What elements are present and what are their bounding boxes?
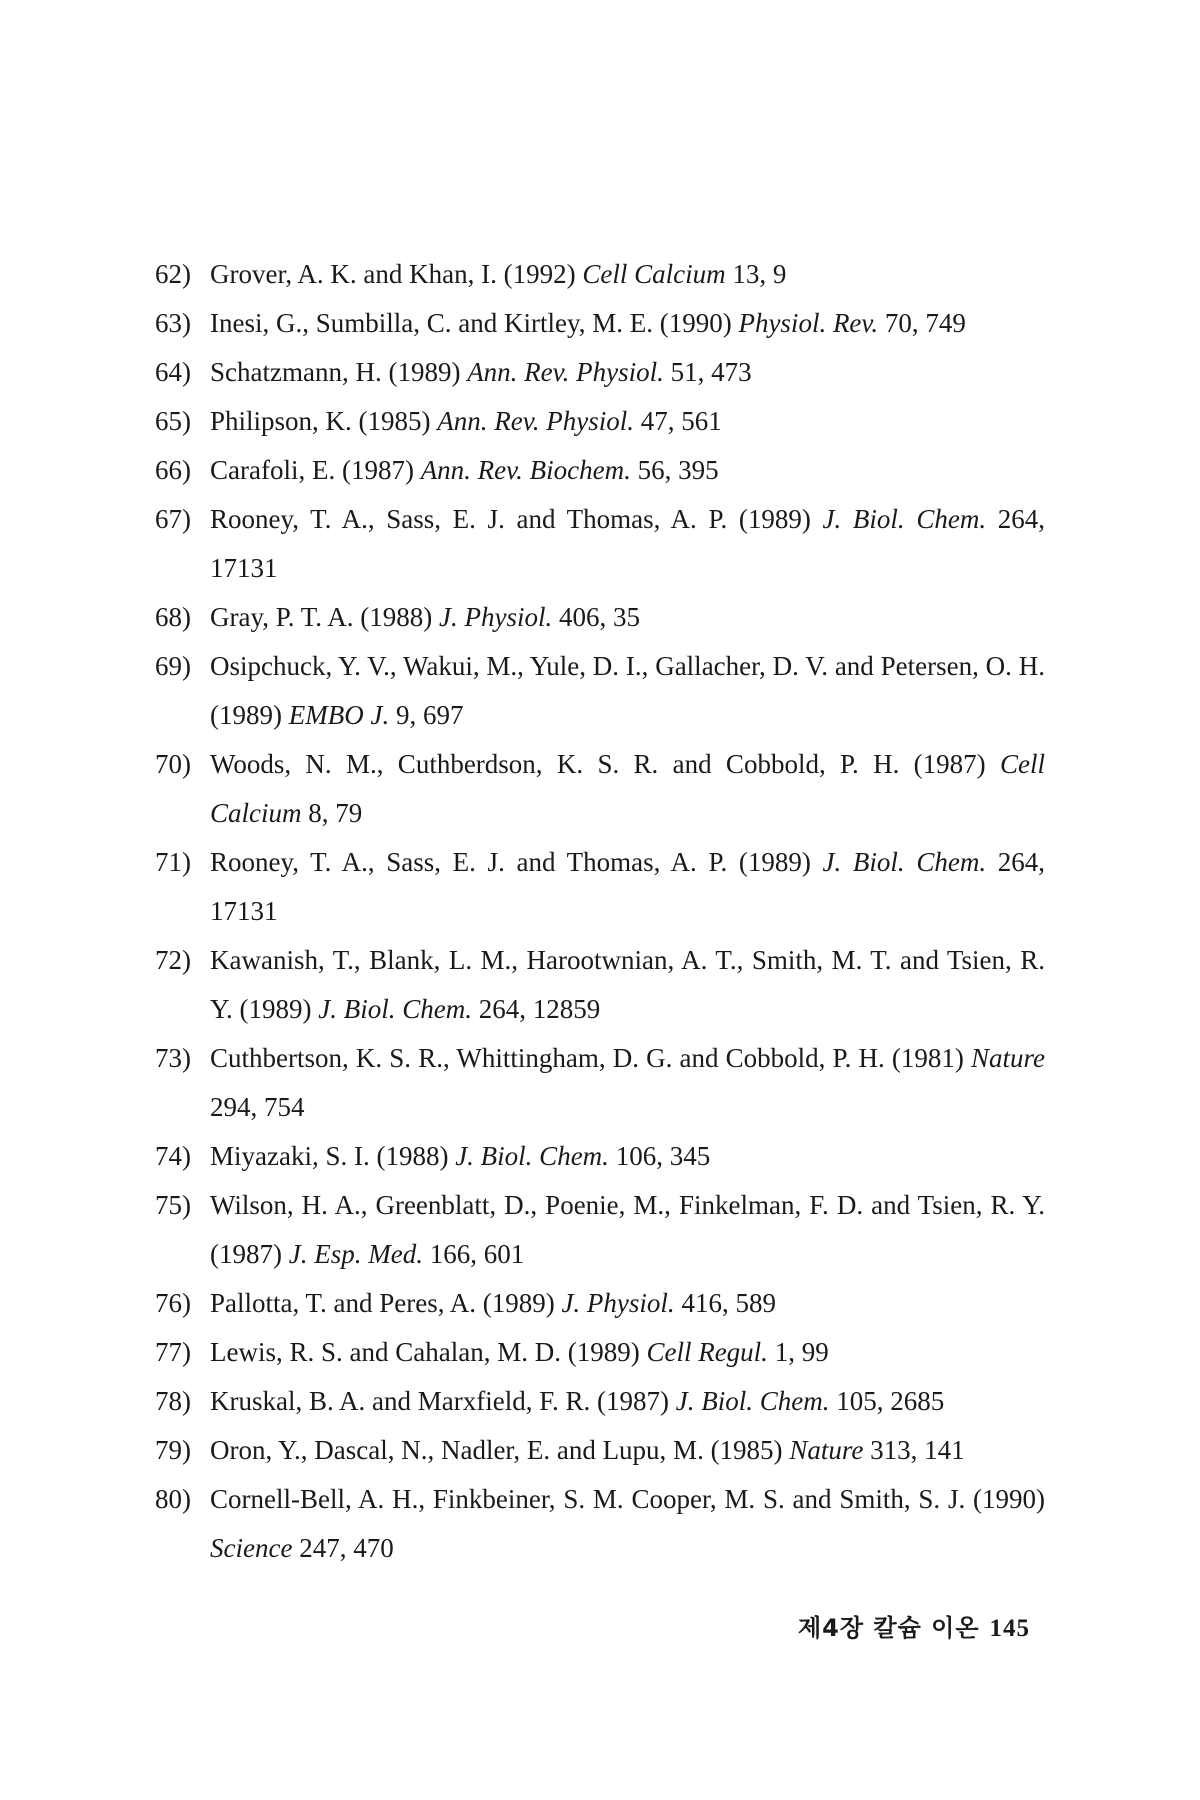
- reference-item: [155, 1426, 1045, 1475]
- reference-item: [155, 740, 1045, 838]
- reference-item: [155, 348, 1045, 397]
- reference-number: 65): [155, 406, 191, 436]
- reference-volume-page: 8, 79: [301, 798, 363, 828]
- reference-item: [155, 1132, 1045, 1181]
- reference-number: 67): [155, 504, 191, 534]
- reference-volume-page: 9, 697: [389, 700, 464, 730]
- reference-item: [155, 1475, 1045, 1573]
- reference-volume-page: 166, 601: [422, 1239, 525, 1269]
- reference-text: [210, 1475, 1045, 1573]
- reference-text: [210, 740, 1045, 838]
- reference-journal: J. Physiol.: [439, 602, 553, 632]
- reference-item: [155, 495, 1045, 593]
- reference-number: 66): [155, 455, 191, 485]
- reference-number: 78): [155, 1386, 191, 1416]
- reference-journal: EMBO J.: [288, 700, 390, 730]
- reference-volume-page: 294, 754: [210, 1092, 305, 1122]
- reference-authors: Cornell-Bell, A. H., Finkbeiner, S. M. Cooper, M. S. and Smith, S. J. (1990): [210, 1484, 1045, 1514]
- reference-text: [210, 1426, 1045, 1475]
- reference-journal: Physiol. Rev.: [738, 308, 879, 338]
- reference-number: 72): [155, 945, 191, 975]
- reference-journal: J. Esp. Med.: [288, 1239, 423, 1269]
- reference-item: [155, 250, 1045, 299]
- reference-item: [155, 1034, 1045, 1132]
- reference-text: [210, 1328, 1045, 1377]
- reference-number: 68): [155, 602, 191, 632]
- reference-volume-page: 247, 470: [292, 1533, 394, 1563]
- reference-authors: Gray, P. T. A. (1988): [210, 602, 439, 632]
- reference-journal: Cell Calcium: [582, 259, 726, 289]
- reference-authors: Carafoli, E. (1987): [210, 455, 421, 485]
- reference-item: [155, 936, 1045, 1034]
- reference-authors: Pallotta, T. and Peres, A. (1989): [210, 1288, 562, 1318]
- reference-item: [155, 642, 1045, 740]
- reference-journal: Ann. Rev. Physiol.: [467, 357, 664, 387]
- reference-journal: J. Biol. Chem.: [822, 847, 987, 877]
- reference-volume-page: 56, 395: [630, 455, 719, 485]
- reference-authors: Grover, A. K. and Khan, I. (1992): [210, 259, 583, 289]
- reference-text: [210, 250, 1045, 299]
- reference-item: [155, 1377, 1045, 1426]
- reference-text: [210, 642, 1045, 740]
- reference-authors: Lewis, R. S. and Cahalan, M. D. (1989): [210, 1337, 647, 1367]
- reference-authors: Inesi, G., Sumbilla, C. and Kirtley, M. E. (1990): [210, 308, 739, 338]
- reference-authors: Kawanish, T., Blank, L. M., Harootwnian, A. T., Smith, M. T. and Tsien, R. Y. (1989): [210, 945, 1045, 1024]
- reference-number: 75): [155, 1190, 191, 1220]
- reference-text: [210, 1279, 1045, 1328]
- reference-authors: Miyazaki, S. I. (1988): [210, 1141, 456, 1171]
- reference-authors: Kruskal, B. A. and Marxfield, F. R. (1987): [210, 1386, 676, 1416]
- reference-text: [210, 1132, 1045, 1181]
- reference-number: 70): [155, 749, 191, 779]
- reference-number: 76): [155, 1288, 191, 1318]
- reference-item: [155, 446, 1045, 495]
- reference-number: 64): [155, 357, 191, 387]
- reference-item: [155, 299, 1045, 348]
- reference-journal: J. Biol. Chem.: [455, 1141, 609, 1171]
- reference-text: [210, 495, 1045, 593]
- reference-text: [210, 1034, 1045, 1132]
- reference-item: [155, 593, 1045, 642]
- page-number: 145: [989, 1615, 1030, 1642]
- reference-text: [210, 936, 1045, 1034]
- reference-volume-page: 264, 17131: [210, 847, 1045, 926]
- reference-item: [155, 397, 1045, 446]
- reference-text: [210, 838, 1045, 936]
- reference-journal: Nature: [789, 1435, 864, 1465]
- reference-authors: Oron, Y., Dascal, N., Nadler, E. and Lupu, M. (1985): [210, 1435, 790, 1465]
- reference-volume-page: 13, 9: [725, 259, 787, 289]
- reference-text: [210, 446, 1045, 495]
- reference-journal: J. Biol. Chem.: [318, 994, 472, 1024]
- reference-volume-page: 313, 141: [863, 1435, 965, 1465]
- reference-volume-page: 51, 473: [663, 357, 752, 387]
- reference-volume-page: 47, 561: [633, 406, 722, 436]
- reference-journal: Ann. Rev. Biochem.: [420, 455, 631, 485]
- reference-volume-page: 105, 2685: [829, 1386, 945, 1416]
- reference-authors: Wilson, H. A., Greenblatt, D., Poenie, M., Finkelman, F. D. and Tsien, R. Y. (1987): [210, 1190, 1045, 1269]
- reference-authors: Schatzmann, H. (1989): [210, 357, 468, 387]
- chapter-title: 제4장 칼슘 이온: [797, 1614, 980, 1642]
- reference-text: [210, 1377, 1045, 1426]
- reference-number: 74): [155, 1141, 191, 1171]
- reference-text: [210, 1181, 1045, 1279]
- reference-list: [155, 250, 1045, 1573]
- reference-text: [210, 348, 1045, 397]
- reference-number: 80): [155, 1484, 191, 1514]
- reference-volume-page: 406, 35: [552, 602, 640, 632]
- reference-number: 63): [155, 308, 191, 338]
- page-footer: [798, 1608, 1030, 1643]
- reference-journal: J. Physiol.: [561, 1288, 675, 1318]
- reference-item: [155, 838, 1045, 936]
- reference-authors: Rooney, T. A., Sass, E. J. and Thomas, A. P. (1989): [210, 847, 823, 877]
- reference-volume-page: 416, 589: [674, 1288, 776, 1318]
- reference-volume-page: 1, 99: [767, 1337, 829, 1367]
- reference-volume-page: 106, 345: [608, 1141, 711, 1171]
- reference-journal: Science: [210, 1533, 293, 1563]
- reference-journal: J. Biol. Chem.: [675, 1386, 830, 1416]
- reference-number: 73): [155, 1043, 191, 1073]
- reference-number: 62): [155, 259, 191, 289]
- reference-journal: Cell Calcium: [210, 749, 1045, 828]
- reference-journal: Nature: [971, 1043, 1045, 1073]
- reference-authors: Woods, N. M., Cuthberdson, K. S. R. and Cobbold, P. H. (1987): [210, 749, 1000, 779]
- reference-authors: Philipson, K. (1985): [210, 406, 438, 436]
- reference-volume-page: 264, 12859: [472, 994, 601, 1024]
- reference-text: [210, 593, 1045, 642]
- reference-authors: Osipchuck, Y. V., Wakui, M., Yule, D. I., Gallacher, D. V. and Petersen, O. H. (1989): [210, 651, 1045, 730]
- reference-journal: Ann. Rev. Physiol.: [437, 406, 634, 436]
- reference-text: [210, 397, 1045, 446]
- reference-number: 71): [155, 847, 191, 877]
- reference-item: [155, 1328, 1045, 1377]
- reference-authors: Cuthbertson, K. S. R., Whittingham, D. G. and Cobbold, P. H. (1981): [210, 1043, 971, 1073]
- reference-number: 79): [155, 1435, 191, 1465]
- reference-text: [210, 299, 1045, 348]
- reference-journal: Cell Regul.: [646, 1337, 768, 1367]
- reference-item: [155, 1181, 1045, 1279]
- reference-item: [155, 1279, 1045, 1328]
- reference-number: 69): [155, 651, 191, 681]
- reference-volume-page: 70, 749: [878, 308, 966, 338]
- reference-volume-page: 264, 17131: [210, 504, 1045, 583]
- reference-number: 77): [155, 1337, 191, 1367]
- reference-authors: Rooney, T. A., Sass, E. J. and Thomas, A. P. (1989): [210, 504, 823, 534]
- reference-journal: J. Biol. Chem.: [822, 504, 987, 534]
